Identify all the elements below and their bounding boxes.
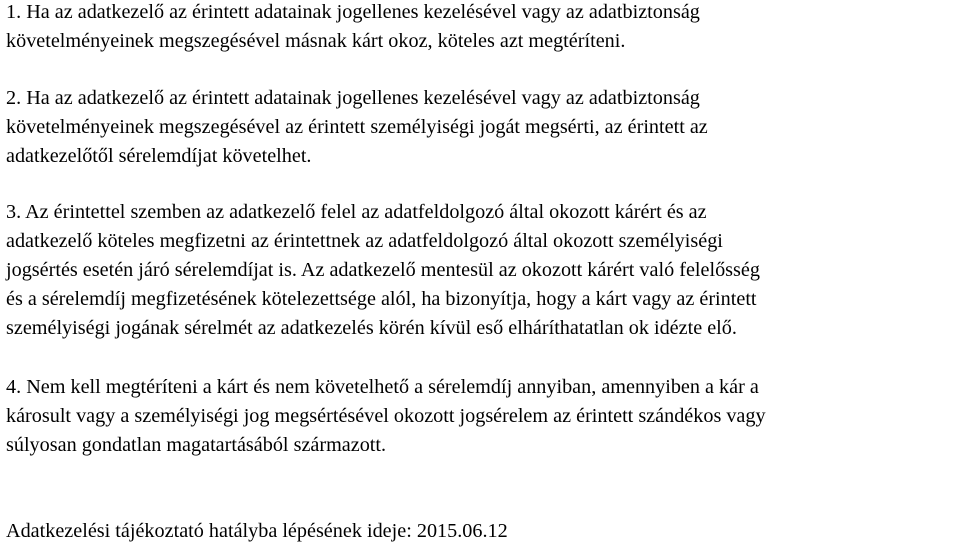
paragraph-3 xyxy=(6,198,760,343)
paragraph-3-line-5: személyiségi jogának sérelmét az adatkezelés körén kívül eső elháríthatatlan ok idézte elő. xyxy=(6,317,737,339)
paragraph-4 xyxy=(6,373,766,460)
paragraph-3-line-1: 3. Az érintettel szemben az adatkezelő felel az adatfeldolgozó által okozott kárért és az xyxy=(6,201,707,223)
paragraph-3-line-2: adatkezelő köteles megfizetni az érintettnek az adatfeldolgozó által okozott személyiségi xyxy=(6,230,723,252)
paragraph-2 xyxy=(6,84,708,171)
paragraph-1-line-2: követelményeinek megszegésével másnak kárt okoz, köteles azt megtéríteni. xyxy=(6,30,626,52)
paragraph-2-line-2: követelményeinek megszegésével az érintett személyiségi jogát megsérti, az érintett az xyxy=(6,116,708,138)
paragraph-4-line-1: 4. Nem kell megtéríteni a kárt és nem követelhető a sérelemdíj annyiban, amennyiben a kár a xyxy=(6,376,759,398)
paragraph-2-line-1: 2. Ha az adatkezelő az érintett adatainak jogellenes kezelésével vagy az adatbiztonság xyxy=(6,87,700,109)
paragraph-4-line-3: súlyosan gondatlan magatartásából származott. xyxy=(6,434,387,456)
paragraph-3-line-4: és a sérelemdíj megfizetésének kötelezettsége alól, ha bizonyítja, hogy a kárt vagy az érintett xyxy=(6,288,757,310)
effective-date-text: Adatkezelési tájékoztató hatályba lépésének ideje: 2015.06.12 xyxy=(6,520,508,542)
paragraph-2-line-3: adatkezelőtől sérelemdíjat követelhet. xyxy=(6,145,312,167)
paragraph-1-line-1: 1. Ha az adatkezelő az érintett adatainak jogellenes kezelésével vagy az adatbiztonság xyxy=(6,1,700,23)
effective-date-footer xyxy=(6,517,508,546)
paragraph-3-line-3: jogsértés esetén járó sérelemdíjat is. Az adatkezelő mentesül az okozott kárért való felelősség xyxy=(6,259,760,281)
paragraph-1 xyxy=(6,0,700,56)
paragraph-4-line-2: károsult vagy a személyiségi jog megsértésével okozott jogsérelem az érintett szándékos vagy xyxy=(6,405,766,427)
